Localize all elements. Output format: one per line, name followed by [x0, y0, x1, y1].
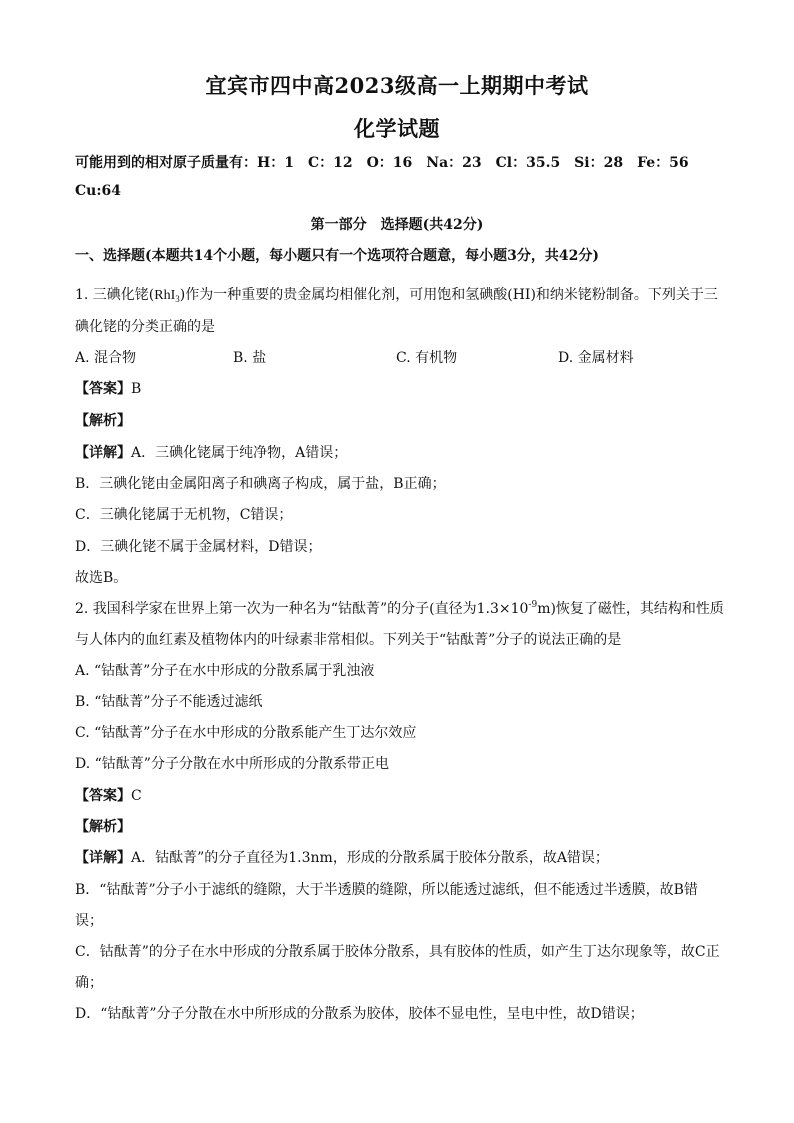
q2-detail-1-text: A．钴酞菁”的分子直径为1.3nm，形成的分散系属于胶体分散系，故A错误；	[131, 850, 609, 866]
q2-stem-line-2: 与人体内的血红素及植物体内的叶绿素非常相似。下列关于“钴酞菁”分子的说法正确的是	[75, 632, 622, 648]
q1-answer	[75, 378, 141, 398]
q1-stem-line-2: 碘化铑的分类正确的是	[75, 319, 215, 335]
q2-detail-4: D．“钴酞菁”分子分散在水中所形成的分散系为胶体，胶体不显电性，呈电中性，故D错误；	[75, 1006, 644, 1022]
q1-answer-value: B	[131, 381, 142, 397]
q1-detail-1	[75, 442, 347, 462]
q2-option-c: C. “钴酞菁”分子在水中形成的分散系能产生丁达尔效应	[75, 725, 417, 741]
q1-detail-4: D．三碘化铑不属于金属材料，D错误；	[75, 539, 322, 555]
q2-detail-2a: B．“钴酞菁”分子小于滤纸的缝隙，大于半透膜的缝隙，所以能透过滤纸，但不能透过半透膜，故B错	[75, 882, 698, 898]
exam-subtitle: 化学试题	[354, 116, 440, 141]
q1-formula-main: RhI	[154, 288, 176, 303]
q2-detail-3b: 确；	[75, 975, 103, 991]
q1-stem-line-1	[75, 284, 718, 304]
q1-detail-3: C．三碘化铑属于无机物，C错误；	[75, 507, 293, 523]
atomic-masses-line-2: Cu:64	[75, 183, 121, 199]
q1-conclusion: 故选B。	[75, 570, 128, 586]
section-heading: 一、选择题(本题共14个小题，每小题只有一个选项符合题意，每小题3分，共42分)	[75, 248, 599, 264]
q1-option-a: A. 混合物	[75, 350, 137, 366]
q2-stem-prefix: 2. 我国科学家在世界上第一次为一种名为“钴酞菁”的分子(直径为1.3×10	[75, 601, 529, 617]
q2-answer-value: C	[131, 788, 142, 804]
q1-detail-label: 【详解】	[75, 445, 131, 461]
q2-option-a: A. “钴酞菁”分子在水中形成的分散系属于乳浊液	[75, 663, 375, 679]
q2-option-d: D. “钴酞菁”分子分散在水中所形成的分散系带正电	[75, 756, 389, 772]
q2-detail-1	[75, 847, 609, 867]
q1-formula	[154, 288, 180, 303]
atomic-masses-line-1: 可能用到的相对原子质量有：H：1 C：12 O：16 Na：23 Cl：35.5 Si：28 Fe：56	[75, 155, 689, 171]
q1-option-d: D. 金属材料	[558, 350, 634, 366]
q2-detail-label: 【详解】	[75, 850, 131, 866]
q1-option-c: C. 有机物	[396, 350, 458, 366]
q1-answer-label: 【答案】	[75, 381, 131, 397]
q2-stem-exponent: -9	[528, 600, 538, 610]
q1-analysis-label: 【解析】	[75, 413, 131, 429]
q2-option-b: B. “钴酞菁”分子不能透过滤纸	[75, 694, 263, 710]
q1-stem-prefix: 1. 三碘化铑(	[75, 287, 155, 303]
q1-option-b: B. 盐	[233, 350, 267, 366]
q2-answer-label: 【答案】	[75, 788, 131, 804]
q1-stem-suffix: )作为一种重要的贵金属均相催化剂，可用饱和氢碘酸(HI)和纳米铑粉制备。下列关于三	[179, 287, 718, 303]
part-title: 第一部分 选择题(共42分)	[310, 217, 484, 233]
q1-detail-2: B．三碘化铑由金属阳离子和碘离子构成，属于盐，B正确；	[75, 476, 446, 492]
exam-title: 宜宾市四中高2023级高一上期期中考试	[205, 73, 589, 98]
q2-stem-line-1	[75, 598, 724, 618]
q1-detail-1-text: A．三碘化铑属于纯净物，A错误；	[131, 445, 348, 461]
q1-formula-subscript: 3	[175, 294, 180, 304]
q2-detail-3a: C．钴酞菁”的分子在水中形成的分散系属于胶体分散系，具有胶体的性质，如产生丁达尔现象等，故C正	[75, 944, 720, 960]
q2-analysis-label: 【解析】	[75, 819, 131, 835]
q2-detail-2b: 误；	[75, 913, 103, 929]
q2-answer	[75, 785, 142, 805]
q2-stem-suffix: m)恢复了磁性，其结构和性质	[537, 601, 724, 617]
